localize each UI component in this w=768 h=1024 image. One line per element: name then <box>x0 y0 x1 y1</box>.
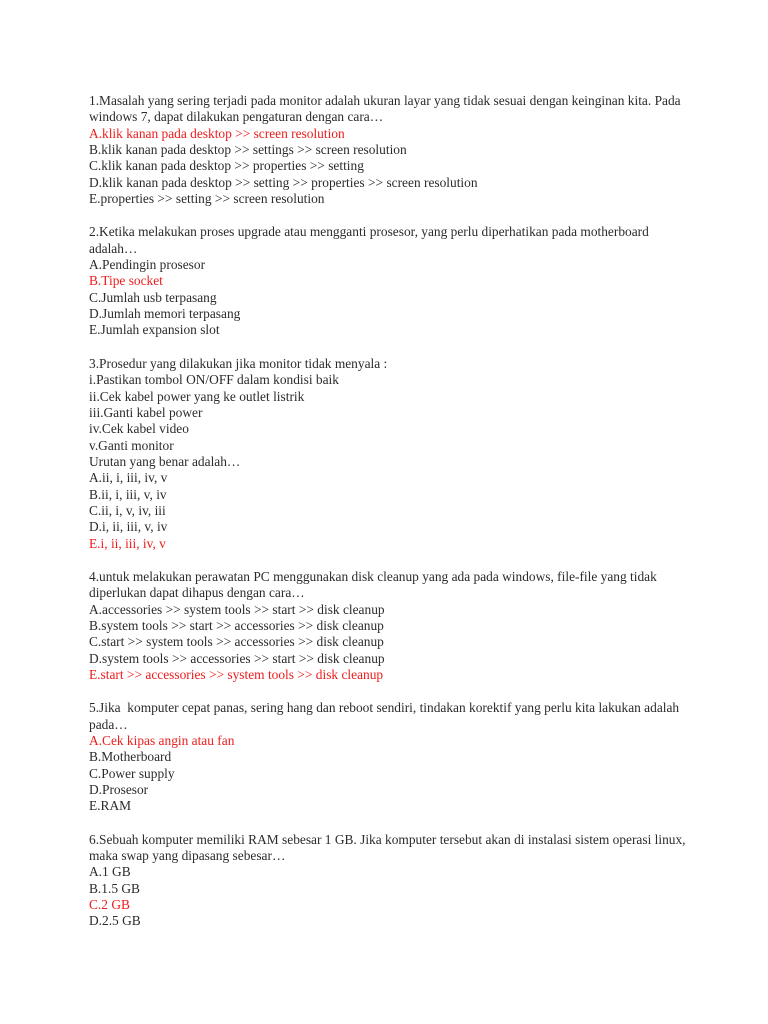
answer-option-correct: A.klik kanan pada desktop >> screen resolution <box>89 125 345 141</box>
question-prompt: Urutan yang benar adalah… <box>89 453 241 469</box>
answer-option: D.2.5 GB <box>89 913 141 929</box>
answer-option-correct: A.Cek kipas angin atau fan <box>89 733 235 749</box>
question-block <box>89 700 689 814</box>
question-text: 3.Prosedur yang dilakukan jika monitor tidak menyala : <box>89 355 388 371</box>
answer-option: D.Jumlah memori terpasang <box>89 306 241 322</box>
question-block <box>89 93 689 207</box>
answer-option: C.start >> system tools >> accessories >> disk cleanup <box>89 634 384 650</box>
answer-option: A.1 GB <box>89 864 131 880</box>
procedure-step: v.Ganti monitor <box>89 437 174 453</box>
answer-option: A.ii, i, iii, iv, v <box>89 470 168 486</box>
answer-option-correct: B.Tipe socket <box>89 273 163 289</box>
answer-option: C.ii, i, v, iv, iii <box>89 502 166 518</box>
answer-option: B.ii, i, iii, v, iv <box>89 486 167 502</box>
answer-option: E.properties >> setting >> screen resolution <box>89 191 325 207</box>
question-block <box>89 569 689 683</box>
procedure-step: ii.Cek kabel power yang ke outlet listrik <box>89 388 305 404</box>
question-block <box>89 224 689 338</box>
procedure-step: iii.Ganti kabel power <box>89 404 203 420</box>
question-block <box>89 356 689 552</box>
answer-option: E.Jumlah expansion slot <box>89 322 220 338</box>
procedure-step: i.Pastikan tombol ON/OFF dalam kondisi baik <box>89 372 339 388</box>
answer-option: C.Power supply <box>89 765 175 781</box>
answer-option: D.Prosesor <box>89 782 149 798</box>
question-text: 5.Jika komputer cepat panas, sering hang dan reboot sendiri, tindakan korektif yang perlu kita lakukan adalah pada… <box>89 700 683 732</box>
answer-option-correct: E.i, ii, iii, iv, v <box>89 535 166 551</box>
question-text: 6.Sebuah komputer memiliki RAM sebesar 1 GB. Jika komputer tersebut akan di instalasi sistem operasi linux, maka swap yang dipasang sebesar… <box>89 831 689 864</box>
question-text: 4.untuk melakukan perawatan PC menggunakan disk cleanup yang ada pada windows, file-file yang tidak diperlukan dapat dihapus dengan cara… <box>89 568 661 601</box>
answer-option: E.RAM <box>89 798 132 814</box>
answer-option: B.Motherboard <box>89 749 172 765</box>
answer-option: D.system tools >> accessories >> start >> disk cleanup <box>89 650 385 666</box>
question-block <box>89 832 689 930</box>
answer-option: A.accessories >> system tools >> start >> disk cleanup <box>89 601 385 617</box>
question-text: 2.Ketika melakukan proses upgrade atau mengganti prosesor, yang perlu diperhatikan pada motherboard adalah… <box>89 224 653 256</box>
answer-option-correct: E.start >> accessories >> system tools >> disk cleanup <box>89 667 384 682</box>
answer-option: C.Jumlah usb terpasang <box>89 289 217 305</box>
quiz-document <box>89 93 689 947</box>
answer-option: D.i, ii, iii, v, iv <box>89 519 168 535</box>
answer-option: B.system tools >> start >> accessories >> disk cleanup <box>89 617 384 633</box>
answer-option: C.klik kanan pada desktop >> properties >> setting <box>89 158 364 174</box>
question-text: 1.Masalah yang sering terjadi pada monitor adalah ukuran layar yang tidak sesuai dengan keinginan kita. Pada windows 7, dapat dilakukan pengaturan dengan cara… <box>89 93 684 125</box>
answer-option: A.Pendingin prosesor <box>89 257 206 273</box>
answer-option-correct: C.2 GB <box>89 897 130 913</box>
answer-option: B.klik kanan pada desktop >> settings >> screen resolution <box>89 142 407 158</box>
answer-option: D.klik kanan pada desktop >> setting >> properties >> screen resolution <box>89 174 478 190</box>
answer-option: B.1.5 GB <box>89 880 140 896</box>
procedure-step: iv.Cek kabel video <box>89 421 189 437</box>
